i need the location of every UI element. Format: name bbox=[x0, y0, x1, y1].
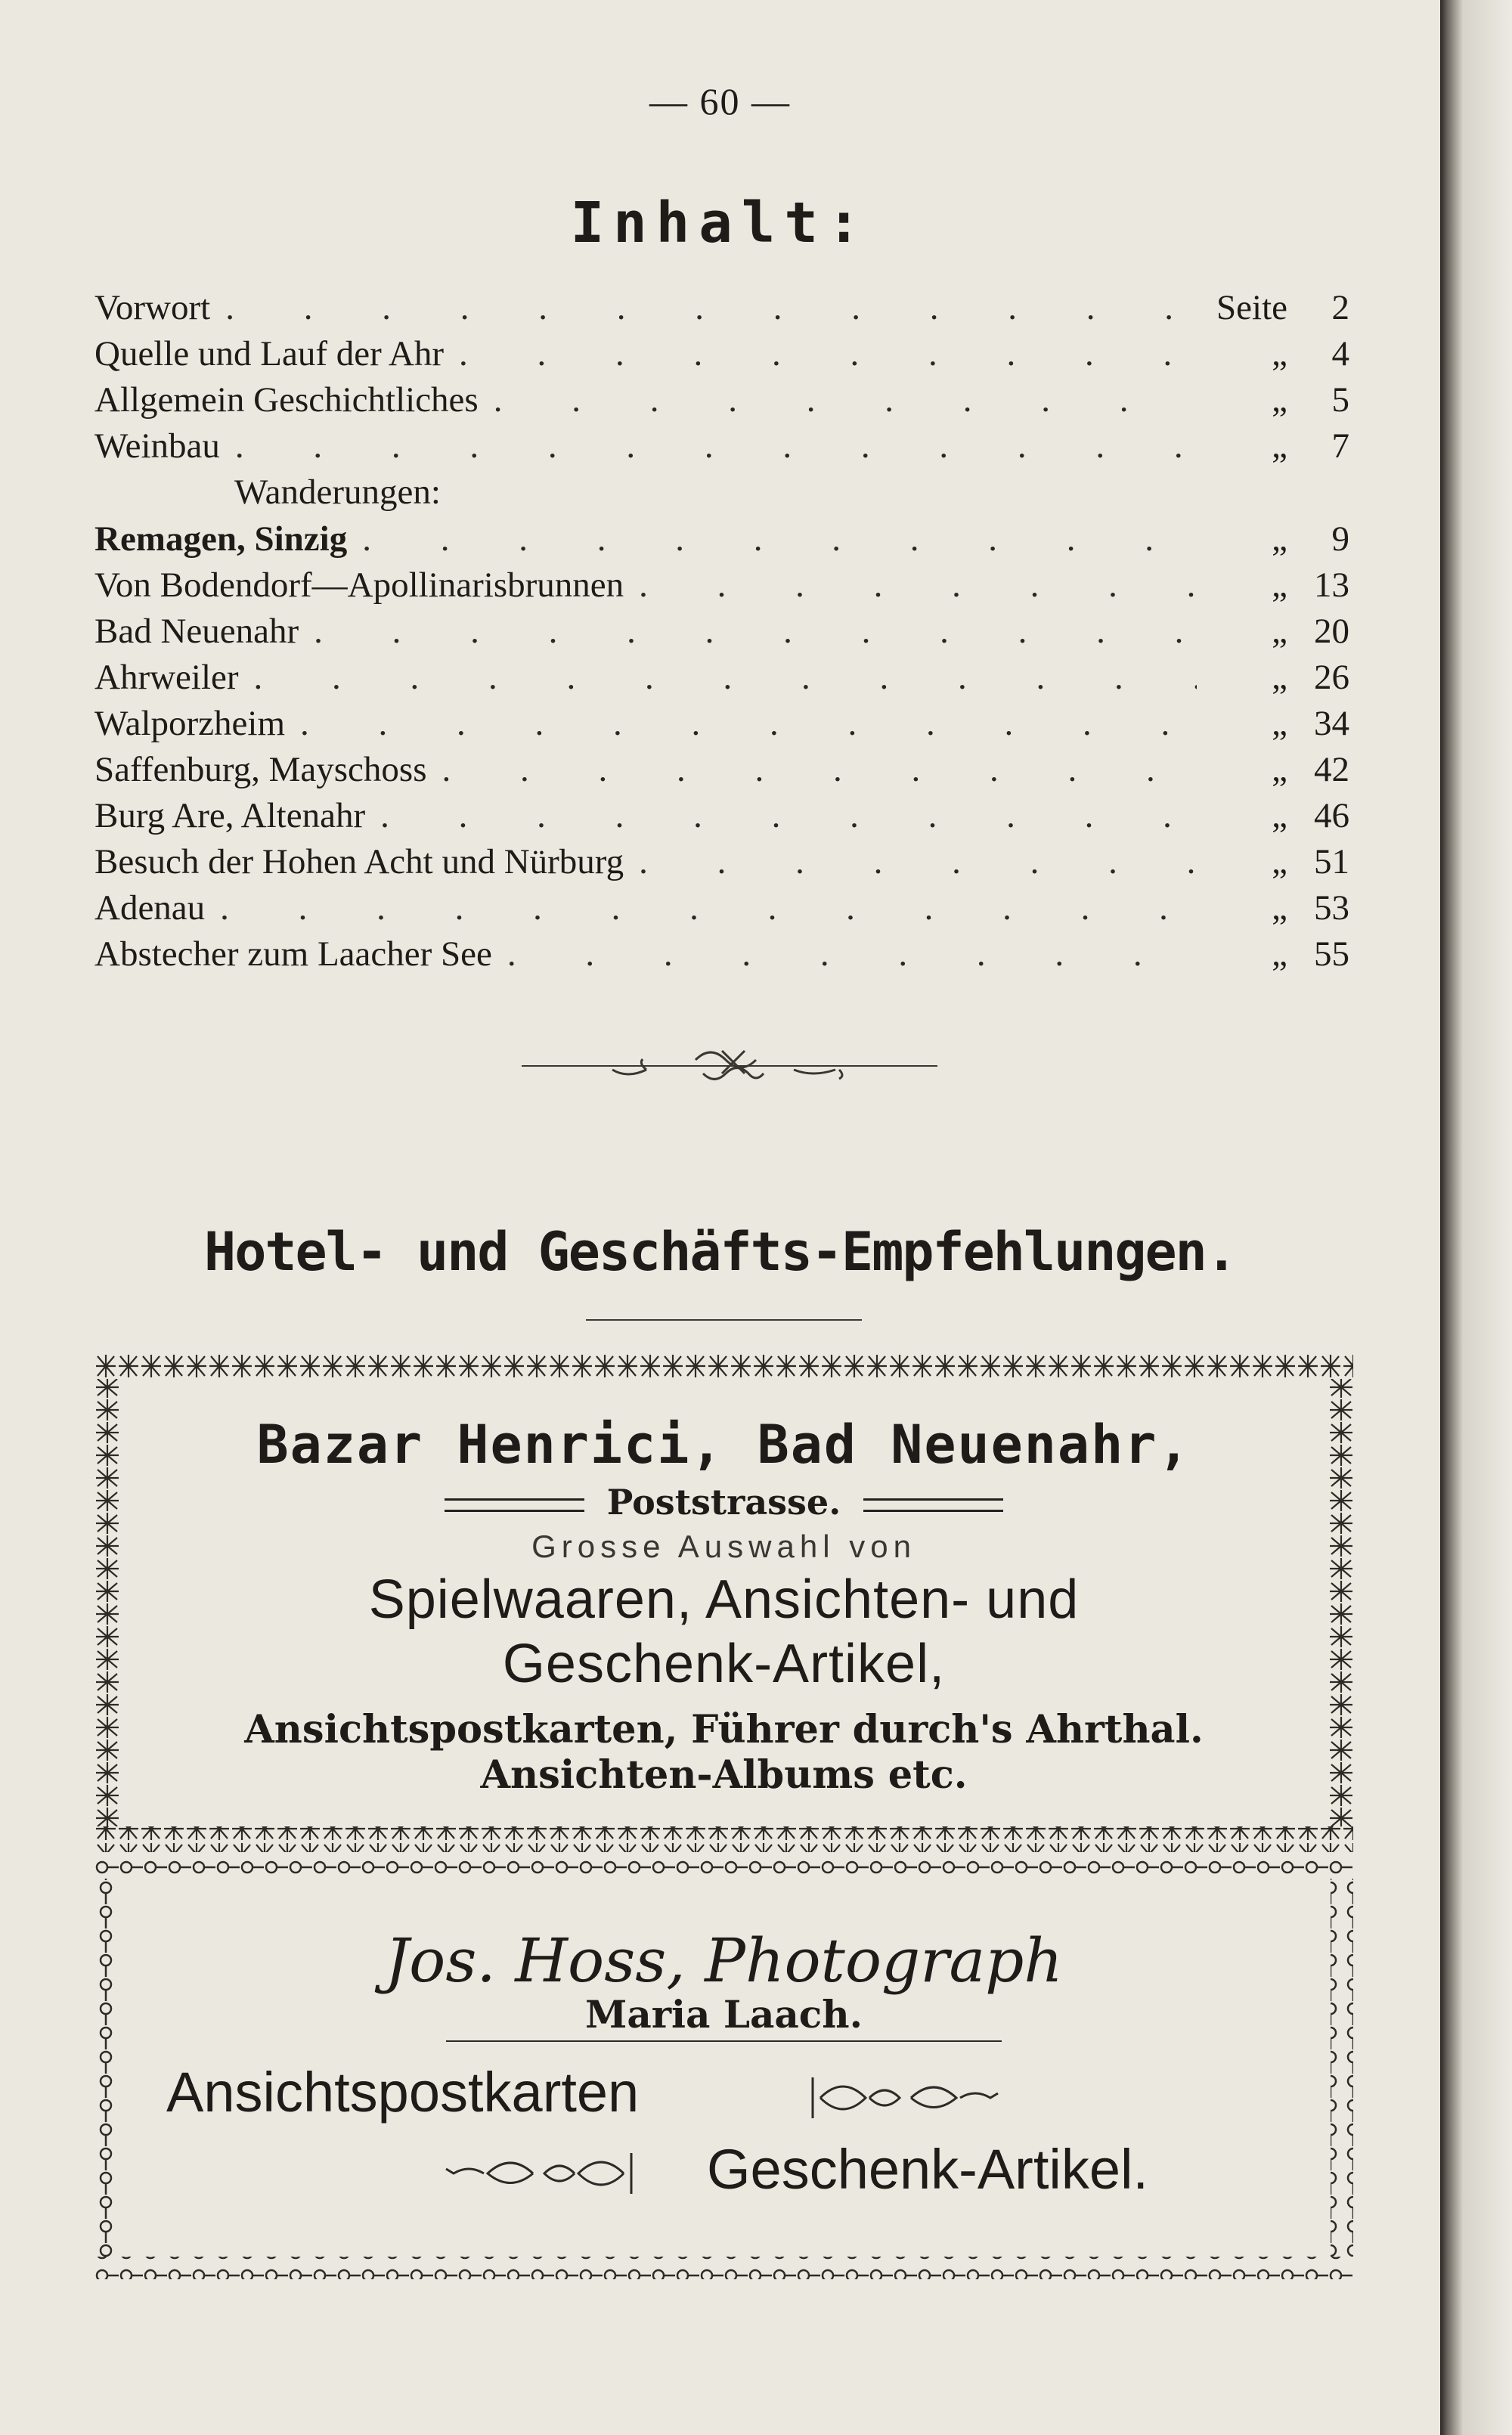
toc-page-number: 26 bbox=[1314, 658, 1349, 697]
dot-leader bbox=[624, 565, 1197, 606]
toc-page-number: 34 bbox=[1314, 704, 1349, 743]
toc-page-prefix: „ bbox=[1272, 842, 1287, 881]
dot-leader bbox=[444, 333, 1197, 374]
double-rule-left bbox=[445, 1498, 584, 1512]
page-number: — 60 — bbox=[649, 80, 791, 122]
toc-page-number: 4 bbox=[1331, 334, 1349, 373]
toc-row bbox=[94, 703, 1349, 749]
dot-leader bbox=[492, 934, 1197, 974]
section-heading: Hotel- und Geschäfts-Empfehlungen. bbox=[204, 1221, 1236, 1283]
toc-row bbox=[94, 841, 1349, 888]
street-label: Poststrasse. bbox=[606, 1482, 841, 1523]
toc-page-prefix: „ bbox=[1272, 934, 1287, 974]
shop-street bbox=[94, 1482, 1353, 1523]
toc-entry-label: Walporzheim bbox=[94, 704, 286, 743]
product-line-3: Ansichtspostkarten, Führer durch's Ahrthal. bbox=[244, 1707, 1204, 1752]
toc-page-prefix: „ bbox=[1272, 334, 1287, 373]
dot-leader bbox=[365, 795, 1197, 836]
toc-page-prefix: „ bbox=[1272, 704, 1287, 743]
toc-page-number: 7 bbox=[1331, 426, 1349, 466]
toc-page-number: 46 bbox=[1314, 796, 1349, 835]
shop-name: Bazar Henrici, Bad Neuenahr, bbox=[256, 1414, 1191, 1476]
product-line-4: Ansichten-Albums etc. bbox=[480, 1752, 968, 1798]
toc-entry-label: Quelle und Lauf der Ahr bbox=[94, 334, 445, 373]
toc-page-prefix: „ bbox=[1272, 888, 1287, 928]
dot-leader bbox=[299, 611, 1197, 652]
toc-row bbox=[94, 611, 1349, 657]
advertisement-jos-hoss bbox=[94, 1856, 1353, 2279]
toc-row bbox=[94, 333, 1349, 380]
double-rule-right bbox=[863, 1498, 1003, 1512]
toc-entry-label: Allgemein Geschichtliches bbox=[94, 380, 479, 420]
toc-entry-label: Von Bodendorf—Apollinarisbrunnen bbox=[94, 565, 624, 605]
toc-page-prefix: „ bbox=[1272, 612, 1287, 651]
dot-leader bbox=[347, 519, 1197, 559]
advertisement-bazar-henrici bbox=[94, 1353, 1353, 1852]
toc-row bbox=[94, 287, 1349, 333]
toc-section-heading: Wanderungen: bbox=[234, 472, 441, 512]
dot-leader bbox=[220, 426, 1197, 466]
toc-row bbox=[94, 657, 1349, 703]
toc-row bbox=[94, 795, 1349, 841]
toc-entry-label: Remagen, Sinzig bbox=[94, 519, 348, 559]
toc-page-prefix: „ bbox=[1272, 796, 1287, 835]
dot-leader bbox=[205, 888, 1197, 928]
toc-page-number: 9 bbox=[1331, 519, 1349, 559]
toc-page-prefix: „ bbox=[1272, 519, 1287, 559]
toc-row bbox=[94, 519, 1349, 565]
dot-leader bbox=[427, 749, 1197, 790]
toc-page-prefix: „ bbox=[1272, 380, 1287, 420]
dot-leader bbox=[285, 703, 1197, 744]
book-spine bbox=[1440, 0, 1512, 2435]
toc-entry-label: Burg Are, Altenahr bbox=[94, 796, 366, 835]
toc-page-number: 5 bbox=[1331, 380, 1349, 420]
toc-entry-label: Besuch der Hohen Acht und Nürburg bbox=[94, 842, 624, 881]
product-line-1: Spielwaaren, Ansichten- und bbox=[368, 1569, 1080, 1630]
divider bbox=[586, 1319, 862, 1321]
toc-page-prefix: „ bbox=[1272, 750, 1287, 789]
toc-page-number: 20 bbox=[1314, 612, 1349, 651]
toc-page-number: 13 bbox=[1314, 565, 1349, 605]
toc-entry-label: Abstecher zum Laacher See bbox=[94, 934, 492, 974]
toc-row bbox=[94, 565, 1349, 611]
product-line-2: Geschenk-Artikel, bbox=[502, 1634, 946, 1694]
toc-row bbox=[94, 380, 1349, 426]
dot-leader bbox=[479, 380, 1197, 420]
page-title: Inhalt: bbox=[570, 191, 870, 256]
table-of-contents bbox=[94, 287, 1349, 980]
toc-row bbox=[94, 934, 1349, 980]
divider bbox=[446, 2040, 1002, 2042]
postcards-text: Ansichtspostkarten bbox=[166, 2061, 640, 2124]
toc-page-number: 53 bbox=[1314, 888, 1349, 928]
dot-leader bbox=[210, 287, 1197, 328]
toc-entry-label: Bad Neuenahr bbox=[94, 612, 299, 651]
dot-leader bbox=[239, 657, 1197, 698]
toc-entry-label: Weinbau bbox=[94, 426, 220, 466]
toc-entry-label: Adenau bbox=[94, 888, 206, 928]
toc-page-number: 42 bbox=[1314, 750, 1349, 789]
toc-entry-label: Ahrweiler bbox=[94, 658, 239, 697]
flourish-ornament-icon bbox=[522, 1043, 937, 1096]
toc-page-number: 51 bbox=[1314, 842, 1349, 881]
toc-page-prefix: Seite bbox=[1216, 288, 1287, 327]
photographer-location: Maria Laach. bbox=[584, 1992, 863, 2037]
toc-page-number: 2 bbox=[1331, 288, 1349, 327]
dot-leader bbox=[624, 841, 1197, 882]
toc-row bbox=[94, 888, 1349, 934]
toc-entry-label: Saffenburg, Mayschoss bbox=[94, 750, 427, 789]
selection-text: Grosse Auswahl von bbox=[531, 1529, 916, 1564]
photographer-name: Jos. Hoss, Photograph bbox=[385, 1925, 1063, 1996]
toc-row bbox=[94, 749, 1349, 795]
toc-entry-label: Vorwort bbox=[94, 288, 211, 327]
toc-page-prefix: „ bbox=[1272, 426, 1287, 466]
scroll-ornament-icon bbox=[805, 2071, 1002, 2124]
scroll-ornament-icon bbox=[442, 2147, 639, 2200]
toc-page-prefix: „ bbox=[1272, 658, 1287, 697]
toc-row bbox=[94, 426, 1349, 472]
toc-page-number: 55 bbox=[1314, 934, 1349, 974]
toc-page-prefix: „ bbox=[1272, 565, 1287, 605]
gifts-text: Geschenk-Artikel. bbox=[707, 2138, 1148, 2201]
